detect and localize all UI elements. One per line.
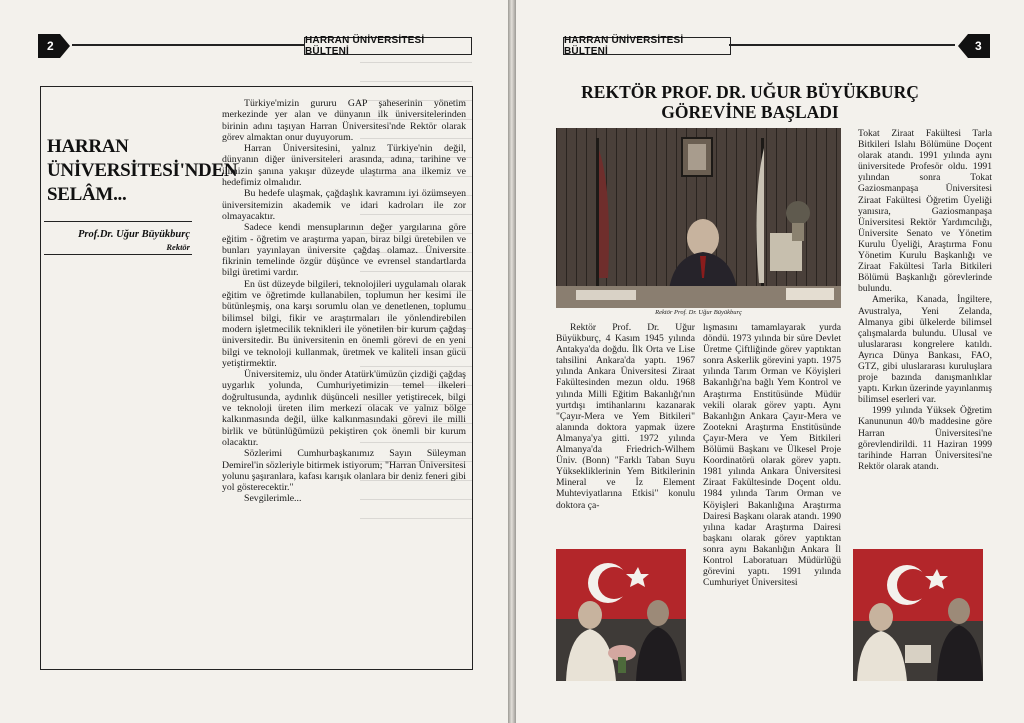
paragraph: 1999 yılında Yüksek Öğretim Kanununun 40/b maddesine göre Harran Üniversitesi'ne görevlendirildi. 11 Haziran 1999 tarihinde Harran Üniversitesi'ne Rektör olarak atandı.: [858, 405, 992, 472]
paragraph: lışmasını tamamlayarak yurda döndü. 1973 yılında bir süre Devlet Üretme Çiftliğinde görev yaptıktan sonra Askerlik görevini yaptı. 1975 yılında Tarım Orman ve Köyişleri Bakanlığı'na bağlı Yem Kontrol ve Araştırma Enstitüsünde Müdür vekili olarak görev yaptı. Aynı Bakanlığın Ankara Çayır-Mera ve Zootekni Araştırma Enstitüsünde Çayır-Mera ve Yem Bitkileri Bölümü Başkanı ve Ülkesel Proje Koordinatörü olarak görev yaptı. 1981 yılında Ankara Üniversitesi Ziraat Fakültesinde Doçent oldu. 1984 yılında Tarım Orman ve Köyişleri Bakanlığına Araştırma Dairesi Başkanı olarak atandı. 1990 yılına kadar Araştırma Dairesi başkanı olarak görev yaptıktan sonra aynı Bakanlığın Ankara İl Kontrol Laboratuarı Müdürlüğü görevini yaptı. 1991 yılında Cumhuriyet Üniversitesi: [703, 322, 841, 589]
header-rule-right: [729, 44, 955, 46]
rector-photo: [556, 128, 841, 308]
article-title: REKTÖR PROF. DR. UĞUR BÜYÜKBURÇ GÖREVİNE BAŞLADI: [581, 82, 919, 122]
title-rule-top: [44, 221, 192, 222]
paragraph: Sadece kendi mensuplarının değer yargılarına göre eğitim - öğretim ve araştırma yapan, biraz bilgi üretebilen ve bunları yayınlayan üniversite çağdaş olamaz. Üniversite fikrinin temelinde özgür düşünce ve evrensel standartlarda bilgi üretimi vardır.: [222, 222, 466, 279]
paragraph: En üst düzeyde bilgileri, teknolojileri uygulamalı olarak eğitim ve öğretimde kullanabilen, toplumun her kesimi ile bütünleşmiş, ona karşı sorumlu olan ve denetlenen, toplumu bilimsel bilgi, fikir ve araştırmaları ile yönlendirebilen modern işletmecilik teknikleri ile yönetilen bir kurum çağdaş üniversitedir. Bu üniversitenin en önemli görevi de en yeni bilgi ve teknoloji kullanmak, üretmek ve kaliteli insan gücü yetiştirmektir.: [222, 278, 466, 369]
rector-office-illustration: [556, 128, 841, 308]
paragraph: Rektör Prof. Dr. Uğur Büyükburç, 4 Kasım 1945 yılında Antakya'da doğdu. İlk Orta ve Lise tahsilini Ankara'da yaptı. 1967 yılında Ankara Üniversitesi Ziraat Fakültesinden mezun oldu. 1968 yılında Milli Eğitim Bakanlığı'nın yurtdışı imtihanlarını kazanarak "Çayır-Mera ve Yem Bitkileri" alanında doktora yapmak üzere Almanya'ya gitti. 1972 yılında Almanya'da Friedrich-Wilhem Üniv. (Bonn) "Farklı Taban Suyu Yüksekliklerinin Yem Bitkilerinin Mineral ve İz Element Muhteviyatlarına Etkisi" konulu doktora ça-: [556, 322, 695, 511]
article-column-1: [556, 322, 695, 511]
article-column-2: [703, 322, 841, 588]
title-rule-bottom: [44, 254, 192, 255]
header-rule-left: [72, 44, 304, 46]
author-role: Rektör: [166, 242, 190, 252]
arrow-right-icon: [38, 34, 70, 58]
photo-caption: Rektör Prof. Dr. Uğur Büyükburç: [655, 309, 742, 316]
author-name: Prof.Dr. Uğur Büyükburç: [77, 229, 190, 240]
header-right: HARRAN ÜNİVERSİTESİ BÜLTENİ: [563, 37, 731, 55]
paragraph: Türkiye'mizin gururu GAP şaheserinin yönetim merkezinde yer alan ve dünyanın ilk üniversitelerinden birinin adını taşıyan Harran Üniversitesi'nde Rektör olarak görev almaktan onur duyuyorum.: [222, 98, 466, 143]
page-number-left: [38, 34, 70, 58]
paragraph: Sevgilerimle...: [244, 493, 302, 505]
page-number-right-text: 3: [975, 39, 982, 53]
ceremony-photo-left: [556, 549, 686, 681]
paragraph: Bu hedefe ulaşmak, çağdaşlık kavramını iyi özümseyen üniversitemizin akademik ve idari kadroları ile zor olmayacaktır.: [222, 188, 466, 222]
paragraph: Amerika, Kanada, İngiltere, Avustralya, Yeni Zelanda, Almanya gibi ülkelerde bilimsel çalışmalarda bulundu. Ulusal ve uluslararası kongrelere katıldı. Ayrıca Dünya Bankası, FAO, GTZ, gibi uluslararası kuruluşlara proje bazında danışmanlıklar yaptı. Kırkın üzerinde yayınlanmış bilimsel eserleri var.: [858, 294, 992, 406]
flag-ceremony-illustration: [556, 549, 686, 681]
page-number-right: [958, 34, 990, 58]
paragraph: Tokat Ziraat Fakültesi Tarla Bitkileri Islahı Bölümüne Doçent olarak atandı. 1991 yılında aynı üniversitede Profesör oldu. 1991 yılından sonra Tokat Gaziosmanpaşa Üniversitesi Ziraat Fakültesi Öğretim Üyeliği yanısıra, Gaziosmanpaşa Üniversitesi Rektör Yardımcılığı, Üniversite Senato ve Yönetim Kurulu Üyeliği, Araştırma Fonu Yönetim Kurulu Başkanlığı ve Ziraat Fakültesi Tarla Bitkileri Bölümü Başkanlığı görevlerinde bulundu.: [858, 128, 992, 295]
editorial-title: HARRAN ÜNİVERSİTESİ'NDEN SELÂM...: [47, 136, 238, 205]
page-number-left-text: 2: [47, 39, 54, 53]
paragraph: Üniversitemiz, ulu önder Atatürk'ümüzün çizdiği çağdaş uygarlık yolunda, Cumhuriyetimizin temel ilkeleri doğrultusunda, aydınlık düşünceli nesiller yetiştirecek, bilgi ve teknoloji üreten ilim merkezi olacak ve yalnız bölge kalkınmasında değil, ülke kalkınmasındaki görevi ile milli birlik ve bütünlüğümüzü pekiştiren çok önemli bir kurum olacaktır.: [222, 369, 466, 448]
flag-ceremony-illustration: [853, 549, 983, 681]
page-gutter: [508, 0, 516, 723]
editorial-body: [222, 98, 466, 505]
article-column-3: [858, 128, 992, 472]
arrow-left-icon: [958, 34, 990, 58]
header-left: HARRAN ÜNİVERSİTESİ BÜLTENİ: [304, 37, 472, 55]
ceremony-photo-right: [853, 549, 983, 681]
paragraph: Harran Üniversitesini, yalnız Türkiye'nin değil, dünyanın diğer üniversiteleri arasında, adına, tarihine ve ilimizin şanına yakışır düzeyde ulaştırma ana ilkemiz ve hedefimiz olmalıdır.: [222, 143, 466, 189]
paragraph: Sözlerimi Cumhurbaşkanımız Sayın Süleyman Demirel'in sözleriyle bitirmek istiyorum; "Harran Üniversitesi yolunu şaşıranlara, kafası karışık olanlara bir deniz feneri gibi yol gösterecektir.": [222, 448, 466, 494]
